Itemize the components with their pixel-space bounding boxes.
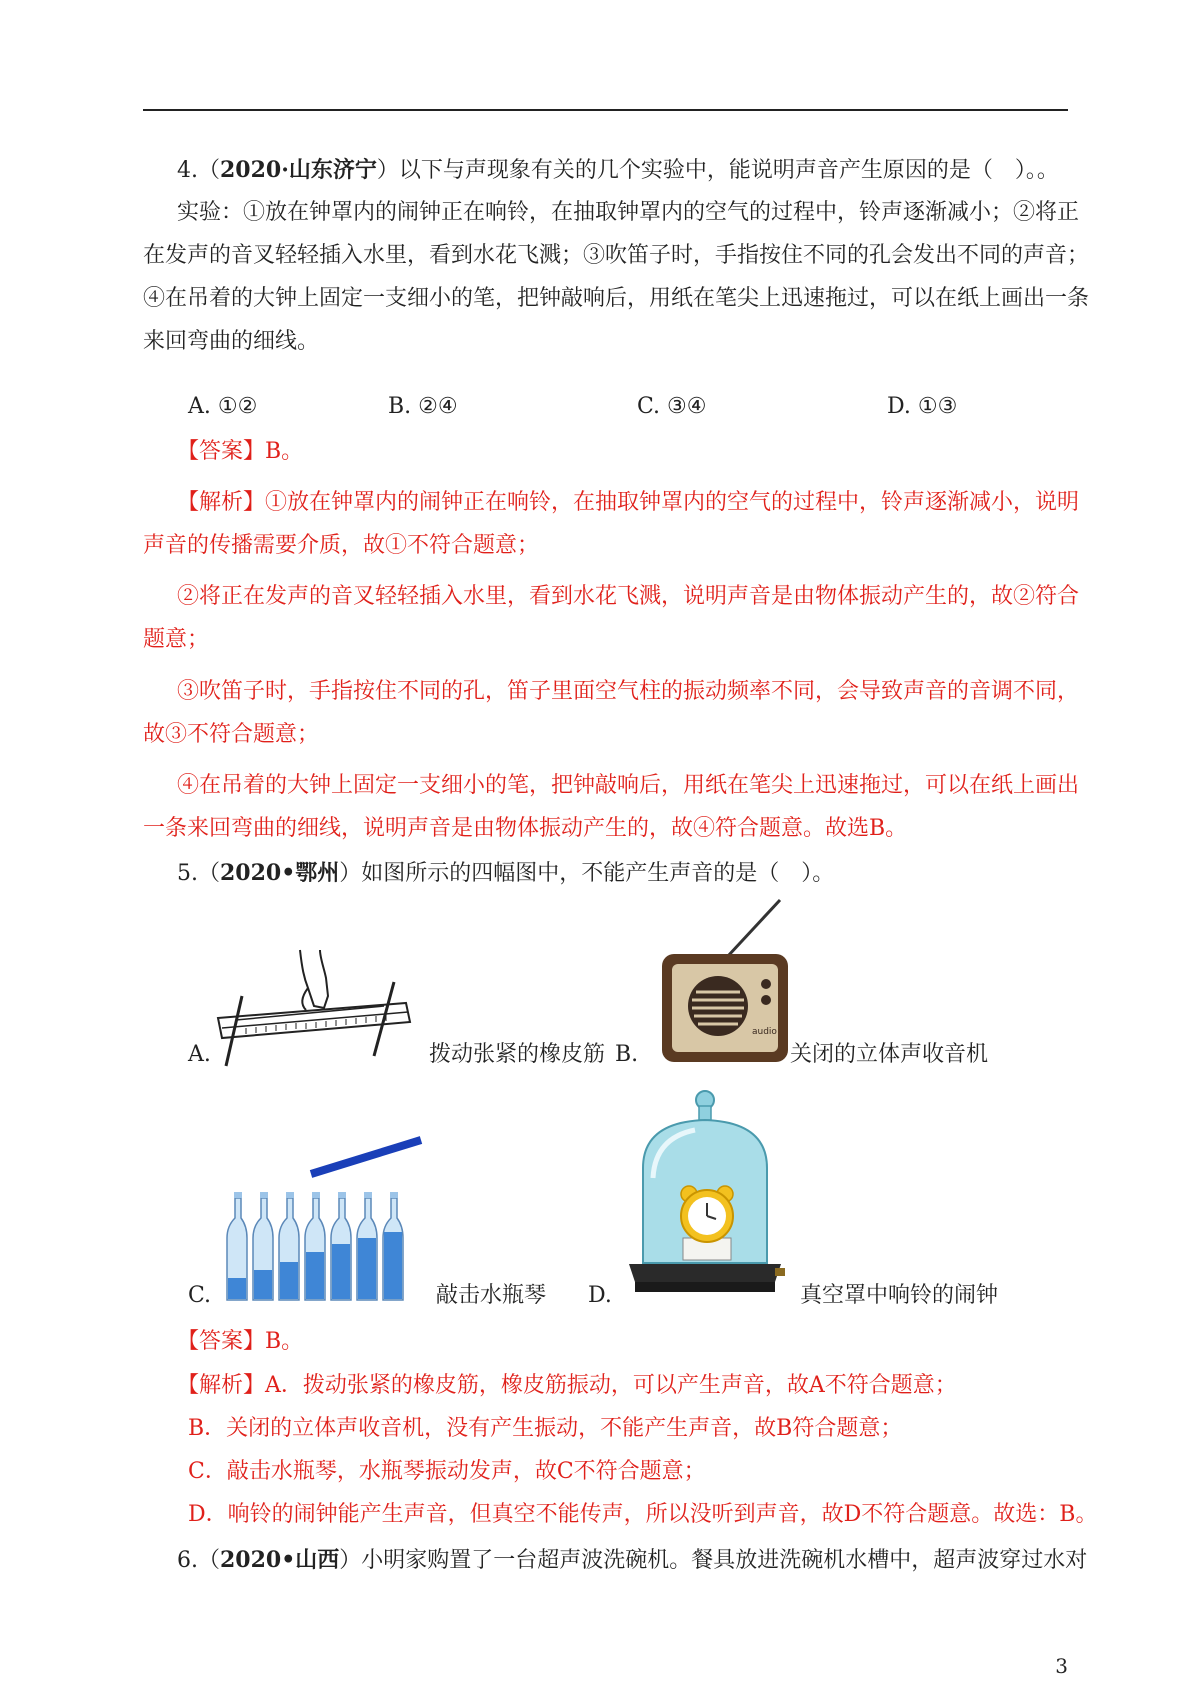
q6-stem: 6.（2020•山西）小明家购置了一台超声波洗碗机。餐具放进洗碗机水槽中，超声波穿过水对 bbox=[177, 1547, 1088, 1573]
q5-option-c-letter: C. bbox=[188, 1283, 212, 1308]
q4-analysis-line: 题意； bbox=[143, 627, 210, 652]
q4-option-c: C. ③④ bbox=[637, 394, 707, 419]
q5-option-c-caption: 敲击水瓶琴 bbox=[436, 1283, 547, 1308]
radio-figure bbox=[660, 898, 790, 1068]
q4-stem: 4.（2020·山东济宁）以下与声现象有关的几个实验中，能说明声音产生原因的是（ ）。。 bbox=[177, 157, 1059, 183]
q4-option-d: D. ①③ bbox=[887, 394, 958, 419]
q4-text-line: ④在吊着的大钟上固定一支细小的笔，把钟敲响后，用纸在笔尖上迅速拖过，可以在纸上画出一条 bbox=[143, 286, 1090, 311]
q4-analysis-line: ②将正在发声的音叉轻轻插入水里，看到水花飞溅，说明声音是由物体振动产生的，故②符合 bbox=[177, 584, 1080, 609]
header-rule bbox=[143, 109, 1068, 111]
q4-analysis-line: 【解析】①放在钟罩内的闹钟正在响铃，在抽取钟罩内的空气的过程中，铃声逐渐减小，说明 bbox=[177, 490, 1080, 515]
water-bottle-xylophone-figure bbox=[225, 1128, 425, 1303]
rubber-band-ruler-figure bbox=[216, 948, 416, 1068]
q4-text-line: 实验：①放在钟罩内的闹钟正在响铃，在抽取钟罩内的空气的过程中，铃声逐渐减小；②将正 bbox=[177, 200, 1080, 225]
q5-option-d-letter: D. bbox=[588, 1283, 612, 1308]
q4-answer: 【答案】B。 bbox=[177, 439, 304, 464]
q5-stem: 5.（2020•鄂州）如图所示的四幅图中，不能产生声音的是（ ）。 bbox=[177, 860, 835, 886]
q5-option-a-caption: 拨动张紧的橡皮筋 bbox=[429, 1042, 606, 1067]
q5-analysis-line: D．响铃的闹钟能产生声音，但真空不能传声，所以没听到声音，故D不符合题意。故选：B。 bbox=[188, 1502, 1098, 1527]
q4-text-line: 来回弯曲的细线。 bbox=[143, 329, 320, 354]
q5-option-b-caption: 关闭的立体声收音机 bbox=[790, 1042, 989, 1067]
q4-option-a: A. ①② bbox=[188, 394, 258, 419]
radio-brand-logo: audio bbox=[752, 1027, 777, 1037]
q5-analysis-line: C．敲击水瓶琴，水瓶琴振动发声，故C不符合题意； bbox=[188, 1459, 706, 1484]
q4-option-b: B. ②④ bbox=[388, 394, 458, 419]
q4-analysis-line: ③吹笛子时，手指按住不同的孔，笛子里面空气柱的振动频率不同，会导致声音的音调不同， bbox=[177, 679, 1080, 704]
q5-analysis-line: 【解析】A．拨动张紧的橡皮筋，橡皮筋振动，可以产生声音，故A不符合题意； bbox=[177, 1373, 957, 1398]
q5-option-d-caption: 真空罩中响铃的闹钟 bbox=[800, 1283, 999, 1308]
q5-analysis-line: B．关闭的立体声收音机，没有产生振动，不能产生声音，故B符合题意； bbox=[188, 1416, 903, 1441]
q4-analysis-line: ④在吊着的大钟上固定一支细小的笔，把钟敲响后，用纸在笔尖上迅速拖过，可以在纸上画出 bbox=[177, 773, 1080, 798]
q4-analysis-line: 声音的传播需要介质，故①不符合题意； bbox=[143, 533, 540, 558]
page-number: 3 bbox=[1055, 1654, 1068, 1678]
q5-answer: 【答案】B。 bbox=[177, 1329, 304, 1354]
q5-option-b-letter: B. bbox=[615, 1042, 639, 1067]
q5-option-a-letter: A. bbox=[188, 1042, 211, 1067]
q4-analysis-line: 故③不符合题意； bbox=[143, 722, 320, 747]
q4-text-line: 在发声的音叉轻轻插入水里，看到水花飞溅；③吹笛子时，手指按住不同的孔会发出不同的声音； bbox=[143, 243, 1090, 268]
q4-analysis-line: 一条来回弯曲的细线，说明声音是由物体振动产生的，故④符合题意。故选B。 bbox=[143, 816, 908, 841]
bell-jar-alarm-clock-figure bbox=[625, 1088, 785, 1298]
